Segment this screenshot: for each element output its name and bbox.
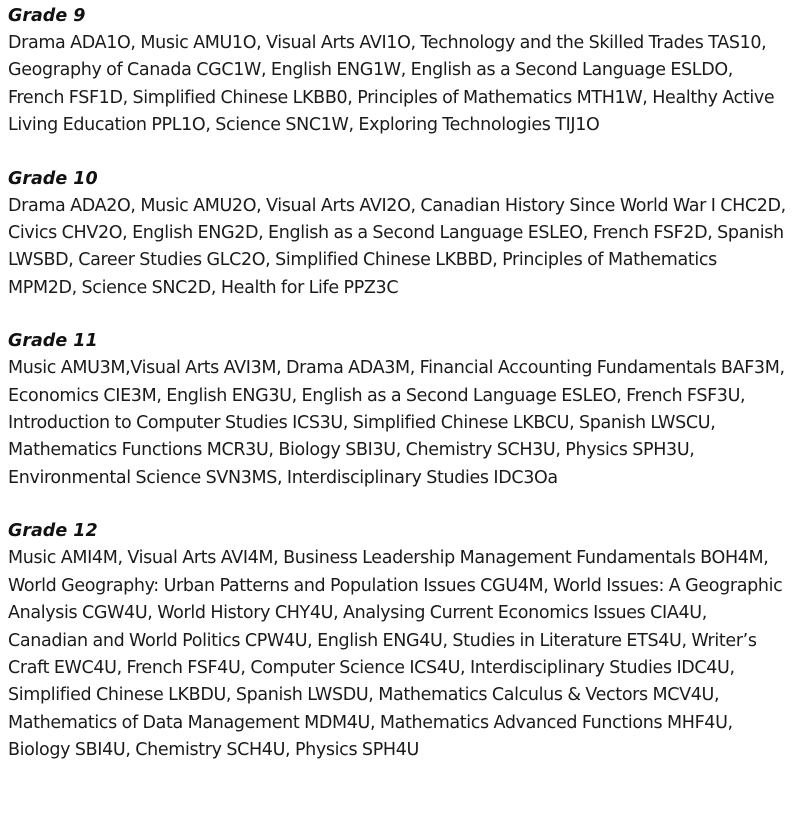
grade-12-section (8, 519, 790, 764)
course-list: Drama ADA2O, Music AMU2O, Visual Arts AVI2O, Canadian History Since World War I CHC2D, Civics CHV2O, English ENG2D, English as a Second Language ESLEO, French FSF2D, Spanish LWSBD, Career Studies GLC2O, Simplified Chinese LKBBD, Principles of Mathematics MPM2D, Science SNC2D, Health for Life PPZ3C (8, 195, 786, 298)
grade-9-section (8, 4, 790, 140)
grade-10-section (8, 167, 790, 303)
grade-11-section (8, 329, 790, 492)
grade-heading: Grade 12 (8, 521, 98, 542)
course-list: Music AMU3M,Visual Arts AVI3M, Drama ADA3M, Financial Accounting Fundamentals BAF3M, Economics CIE3M, English ENG3U, English as a Second Language ESLEO, French FSF3U, Introduction to Computer Studies ICS3U, Simplified Chinese LKBCU, Spanish LWSCU, Mathematics Functions MCR3U, Biology SBI3U, Chemistry SCH3U, Physics SPH3U, Environmental Science SVN3MS, Interdisciplinary Studies IDC3Oa (8, 358, 785, 488)
grade-heading: Grade 11 (8, 331, 98, 352)
grade-heading: Grade 10 (8, 168, 98, 189)
grade-heading: Grade 9 (8, 6, 86, 26)
course-list: Drama ADA1O, Music AMU1O, Visual Arts AVI1O, Technology and the Skilled Trades TAS10, Geography of Canada CGC1W, English ENG1W, English as a Second Language ESLDO, French FSF1D, Simplified Chinese LKBB0, Principles of Mathematics MTH1W, Healthy Active Living Education PPL1O, Science SNC1W, Exploring Technologies TIJ1O (8, 33, 775, 136)
course-list: Music AMI4M, Visual Arts AVI4M, Business Leadership Management Fundamentals BOH4M, World Geography: Urban Patterns and Population Issues CGU4M, World Issues: A Geographic Analysis CGW4U, World History CHY4U, Analysing Current Economics Issues CIA4U, Canadian and World Politics CPW4U, English ENG4U, Studies in Literature ETS4U, Writer’s Craft EWC4U, French FSF4U, Computer Science ICS4U, Interdisciplinary Studies IDC4U, Simplified Chinese LKBDU, Spanish LWSDU, Mathematics Calculus & Vectors MCV4U, Mathematics of Data Management MDM4U, Mathematics Advanced Functions MHF4U, Biology SBI4U, Chemistry SCH4U, Physics SPH4U (8, 548, 783, 761)
